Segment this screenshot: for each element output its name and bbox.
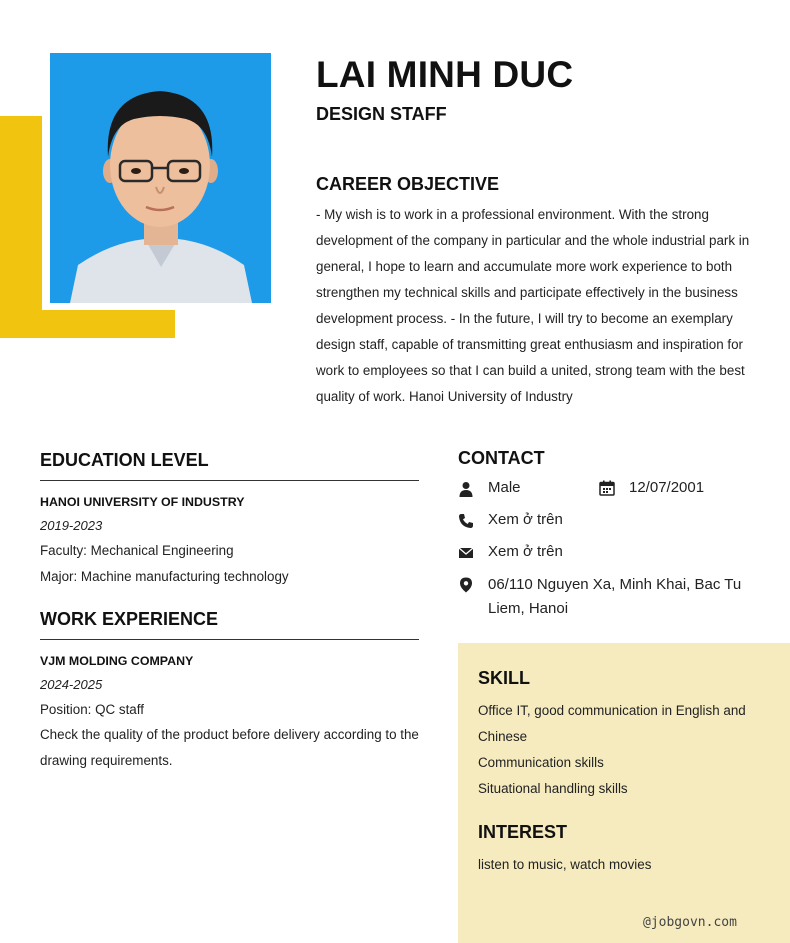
contact-birthdate: 12/07/2001	[629, 479, 705, 496]
profile-photo	[50, 53, 271, 303]
contact-heading: CONTACT	[458, 448, 545, 468]
education-major: Major: Machine manufacturing technology	[40, 569, 289, 584]
education-school: HANOI UNIVERSITY OF INDUSTRY	[40, 495, 245, 509]
accent-bar-vertical	[0, 116, 42, 338]
career-objective-heading: CAREER OBJECTIVE	[316, 174, 500, 194]
skill-item: Communication skills	[478, 755, 604, 770]
skill-item: Office IT, good communication in English and Chinese	[478, 703, 746, 744]
contact-email: Xem ở trên	[488, 543, 563, 560]
phone-icon	[458, 513, 474, 529]
accent-bar-horizontal	[0, 310, 175, 338]
work-description: Check the quality of the product before delivery according to the drawing requirements.	[40, 727, 419, 768]
contact-phone: Xem ở trên	[488, 511, 563, 528]
watermark: @jobgovn.com	[643, 915, 737, 930]
work-position: Position: QC staff	[40, 702, 144, 717]
interest-text: listen to music, watch movies	[478, 857, 652, 872]
interest-heading: INTEREST	[478, 822, 568, 842]
job-title: DESIGN STAFF	[316, 104, 447, 124]
contact-address: 06/110 Nguyen Xa, Minh Khai, Bac Tu Liem, Hanoi	[488, 576, 742, 617]
calendar-icon	[599, 480, 615, 496]
contact-gender: Male	[488, 479, 521, 496]
skill-heading: SKILL	[478, 668, 530, 688]
work-period: 2024-2025	[40, 677, 103, 692]
location-pin-icon	[458, 577, 474, 593]
skill-item: Situational handling skills	[478, 781, 628, 796]
education-faculty: Faculty: Mechanical Engineering	[40, 543, 234, 558]
mail-icon	[458, 545, 474, 561]
candidate-name: LAI MINH DUC	[316, 54, 574, 95]
work-experience-heading: WORK EXPERIENCE	[40, 609, 219, 629]
person-icon	[458, 481, 474, 497]
skill-list	[478, 698, 750, 802]
career-objective-text: - My wish is to work in a professional environment. With the strong development of the company in particular and the whole industrial park in general, I hope to learn and accumulate more work experience to both strengthen my technical skills and participate effectively in the business development process. - In the future, I will try to become an exemplary design staff, capable of transmitting great enthusiasm and inspiration for work to employees so that I can build a united, strong team with the best quality of work. Hanoi University of Industry	[316, 207, 750, 404]
work-divider	[40, 639, 419, 640]
education-period: 2019-2023	[40, 518, 103, 533]
work-company: VJM MOLDING COMPANY	[40, 654, 194, 668]
education-divider	[40, 480, 419, 481]
education-heading: EDUCATION LEVEL	[40, 450, 209, 470]
